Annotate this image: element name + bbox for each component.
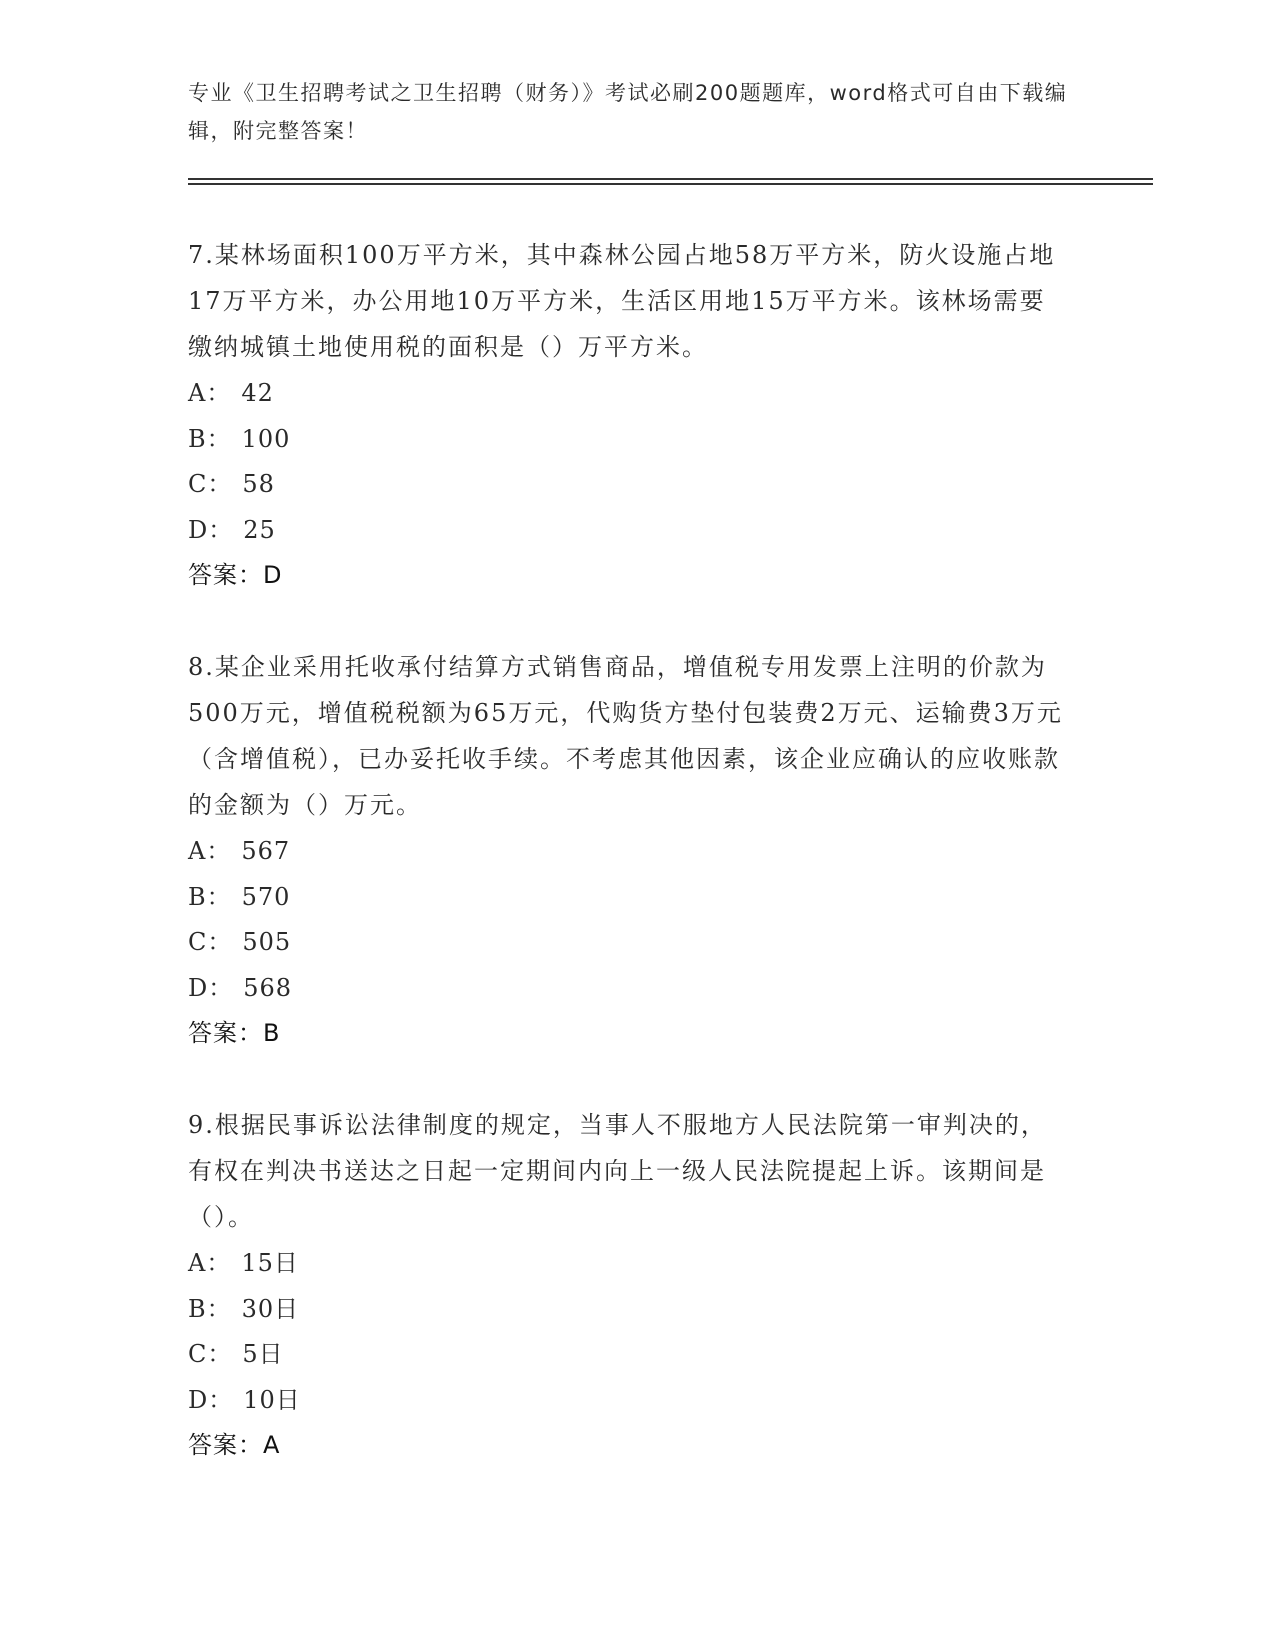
answer-line xyxy=(188,1010,1068,1056)
question-text: 9.根据民事诉讼法律制度的规定，当事人不服地方人民法院第一审判决的，有权在判决书送达之日起一定期间内向上一级人民法院提起上诉。该期间是（）。 xyxy=(188,1111,1047,1231)
answer-value: D xyxy=(263,561,283,589)
option-separator: ： xyxy=(206,424,232,453)
question-text: 8.某企业采用托收承付结算方式销售商品，增值税专用发票上注明的价款为500万元，增值税税额为65万元，代购货方垫付包装费2万元、运输费3万元（含增值税），已办妥托收手续。不考虑其他因素，该企业应确认的应收账款的金额为（）万元。 xyxy=(188,653,1063,819)
answer-value: A xyxy=(263,1431,281,1459)
option-d xyxy=(188,507,1068,553)
option-a xyxy=(188,828,1068,874)
option-value: 10日 xyxy=(243,1385,301,1414)
option-a xyxy=(188,370,1068,416)
option-b xyxy=(188,416,1068,462)
answer-line xyxy=(188,552,1068,598)
option-key: A xyxy=(188,837,207,865)
answer-prefix: 答案： xyxy=(188,561,263,589)
option-c xyxy=(188,919,1068,965)
option-d xyxy=(188,1377,1068,1423)
option-key: B xyxy=(188,882,207,911)
question-8 xyxy=(188,644,1068,1056)
option-key: D xyxy=(188,1385,209,1414)
option-key: A xyxy=(188,379,207,407)
option-value: 567 xyxy=(241,837,291,865)
option-separator: ： xyxy=(206,837,232,865)
option-separator: ： xyxy=(208,973,234,1002)
question-9 xyxy=(188,1102,1068,1468)
option-value: 505 xyxy=(242,928,292,956)
option-value: 25 xyxy=(243,515,276,544)
question-text: 7.某林场面积100万平方米，其中森林公园占地58万平方米，防火设施占地17万平方米，办公用地10万平方米，生活区用地15万平方米。该林场需要缴纳城镇土地使用税的面积是（）万平方米。 xyxy=(188,241,1056,361)
option-key: C xyxy=(188,470,208,498)
answer-prefix: 答案： xyxy=(188,1431,263,1459)
answer-value: B xyxy=(263,1019,281,1047)
option-separator: ： xyxy=(208,1385,234,1414)
option-separator: ： xyxy=(206,379,232,407)
option-value: 568 xyxy=(243,973,293,1002)
option-value: 42 xyxy=(241,379,274,407)
option-separator: ： xyxy=(207,1340,233,1368)
option-value: 100 xyxy=(241,424,291,453)
option-key: C xyxy=(188,1340,208,1368)
header-title: 专业《卫生招聘考试之卫生招聘（财务）》考试必刷200题题库，word格式可自由下载编辑，附完整答案！ xyxy=(188,81,1068,143)
option-separator: ： xyxy=(208,515,234,544)
option-separator: ： xyxy=(206,1249,232,1277)
option-separator: ： xyxy=(206,882,232,911)
option-b xyxy=(188,874,1068,920)
option-key: D xyxy=(188,515,209,544)
option-d xyxy=(188,965,1068,1011)
option-key: B xyxy=(188,1294,207,1323)
option-value: 15日 xyxy=(241,1249,299,1277)
option-value: 58 xyxy=(242,470,275,498)
option-value: 5日 xyxy=(242,1340,284,1368)
option-value: 570 xyxy=(241,882,291,911)
option-b xyxy=(188,1286,1068,1332)
answer-line xyxy=(188,1422,1068,1468)
option-c xyxy=(188,1331,1068,1377)
option-separator: ： xyxy=(207,928,233,956)
option-key: B xyxy=(188,424,207,453)
option-separator: ： xyxy=(207,470,233,498)
option-key: A xyxy=(188,1249,207,1277)
option-key: D xyxy=(188,973,209,1002)
option-value: 30日 xyxy=(241,1294,300,1323)
answer-prefix: 答案： xyxy=(188,1019,263,1047)
question-7 xyxy=(188,232,1068,598)
option-key: C xyxy=(188,928,208,956)
option-a xyxy=(188,1240,1068,1286)
option-separator: ： xyxy=(206,1294,232,1323)
option-c xyxy=(188,461,1068,507)
header-divider-bottom xyxy=(188,183,1153,185)
header-divider-top xyxy=(188,178,1153,180)
document-header xyxy=(188,74,1068,150)
